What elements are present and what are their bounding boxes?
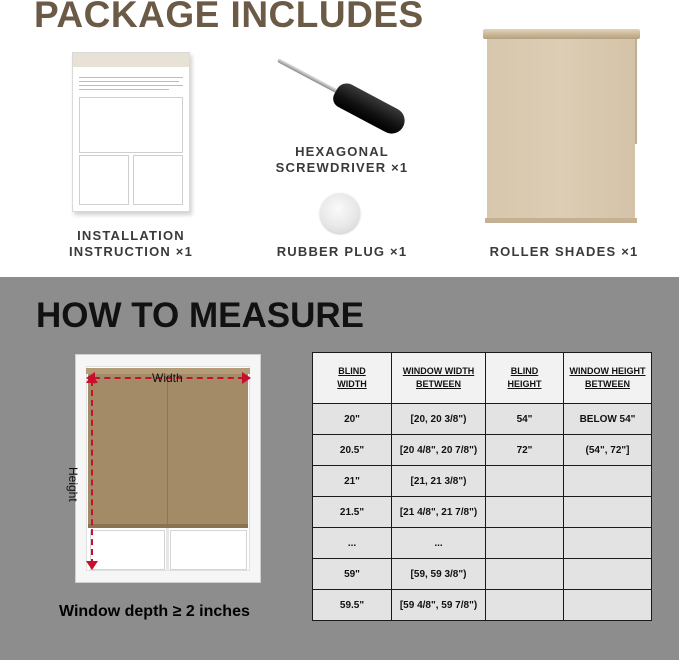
- manual-text-line: [79, 77, 183, 78]
- manual-text-line: [79, 81, 179, 82]
- header-text: HEIGHT: [507, 379, 542, 389]
- table-cell: [486, 590, 564, 621]
- table-row: [313, 466, 652, 497]
- window-shade-seam: [167, 370, 168, 526]
- manual-diagram-box: [79, 97, 183, 153]
- table-cell: [21, 21 3/8"): [392, 466, 486, 497]
- manual-diagram-box: [79, 155, 129, 205]
- roller-shade-chain: [635, 39, 637, 144]
- height-label: Height: [66, 467, 80, 502]
- table-cell: BELOW 54": [564, 404, 652, 435]
- caption-line: HEXAGONAL: [295, 144, 389, 159]
- installation-manual-image: [72, 52, 190, 212]
- header-text: BETWEEN: [585, 379, 630, 389]
- arrow-down-icon: [86, 561, 98, 570]
- header-text: BETWEEN: [416, 379, 461, 389]
- width-label: Width: [152, 371, 183, 385]
- caption-line: SCREWDRIVER ×1: [275, 160, 409, 175]
- roller-shade-bottom-bar: [485, 218, 637, 223]
- table-cell: 21": [313, 466, 392, 497]
- screwdriver-shaft-icon: [277, 58, 341, 94]
- table-cell: [59, 59 3/8"): [392, 559, 486, 590]
- header-text: BLIND: [338, 366, 366, 376]
- table-cell: [486, 497, 564, 528]
- table-cell: 59": [313, 559, 392, 590]
- table-cell: [564, 466, 652, 497]
- manual-text-line: [79, 89, 169, 90]
- table-cell: [564, 590, 652, 621]
- table-cell: ...: [313, 528, 392, 559]
- table-cell: [20 4/8", 20 7/8"): [392, 435, 486, 466]
- manual-text-line: [79, 85, 183, 86]
- table-cell: 54": [486, 404, 564, 435]
- window-shade: [88, 370, 248, 526]
- table-cell: 59.5": [313, 590, 392, 621]
- table-row: [313, 435, 652, 466]
- table-cell: [564, 559, 652, 590]
- rubber-plug-icon: [320, 193, 360, 233]
- table-row: [313, 528, 652, 559]
- table-header-row: [313, 353, 652, 404]
- window-pane: [170, 530, 247, 570]
- table-cell: [564, 528, 652, 559]
- roller-shade-caption: ROLLER SHADES ×1: [489, 244, 639, 259]
- roller-shade-tube: [483, 29, 640, 39]
- header-text: BLIND: [510, 366, 539, 376]
- header-text: WIDTH: [337, 379, 367, 389]
- table-row: [313, 404, 652, 435]
- arrow-right-icon: [242, 372, 251, 384]
- window-mullion: [166, 528, 169, 571]
- table-header-cell: [313, 353, 392, 404]
- size-table-body: [313, 353, 652, 621]
- table-cell: [486, 559, 564, 590]
- table-cell: [486, 528, 564, 559]
- table-header-cell: [564, 353, 652, 404]
- how-to-measure-title: HOW TO MEASURE: [36, 296, 364, 335]
- header-text: WINDOW WIDTH: [402, 366, 475, 376]
- how-to-measure-section: [0, 277, 679, 660]
- arrow-up-icon: [86, 374, 98, 383]
- header-text: WINDOW HEIGHT: [569, 366, 646, 376]
- table-cell: (54", 72"]: [564, 435, 652, 466]
- table-cell: 20.5": [313, 435, 392, 466]
- table-row: [313, 590, 652, 621]
- table-cell: 20": [313, 404, 392, 435]
- table-cell: [21 4/8", 21 7/8"): [392, 497, 486, 528]
- table-cell: [564, 497, 652, 528]
- screwdriver-caption: [262, 144, 422, 176]
- window-pane: [90, 530, 165, 570]
- table-cell: [486, 466, 564, 497]
- caption-line: INSTALLATION: [77, 228, 185, 243]
- window-shade-bottombar: [88, 524, 248, 528]
- screwdriver-handle-icon: [330, 80, 409, 139]
- table-header-cell: [486, 353, 564, 404]
- table-row: [313, 497, 652, 528]
- table-header-cell: [392, 353, 486, 404]
- table-cell: ...: [392, 528, 486, 559]
- package-includes-section: [0, 0, 679, 277]
- manual-diagram-box: [133, 155, 183, 205]
- installation-caption: [58, 228, 204, 260]
- table-cell: [59 4/8", 59 7/8"): [392, 590, 486, 621]
- package-includes-title: PACKAGE INCLUDES: [34, 0, 424, 35]
- roller-shade-image: [487, 39, 635, 219]
- table-cell: [20, 20 3/8"): [392, 404, 486, 435]
- rubber-plug-caption: RUBBER PLUG ×1: [276, 244, 408, 259]
- table-row: [313, 559, 652, 590]
- manual-header-bar: [73, 53, 189, 67]
- height-arrow-line: [91, 380, 93, 565]
- table-cell: 72": [486, 435, 564, 466]
- caption-line: INSTRUCTION ×1: [68, 244, 194, 259]
- size-table: [312, 352, 652, 621]
- table-cell: 21.5": [313, 497, 392, 528]
- window-depth-note: Window depth ≥ 2 inches: [59, 603, 250, 620]
